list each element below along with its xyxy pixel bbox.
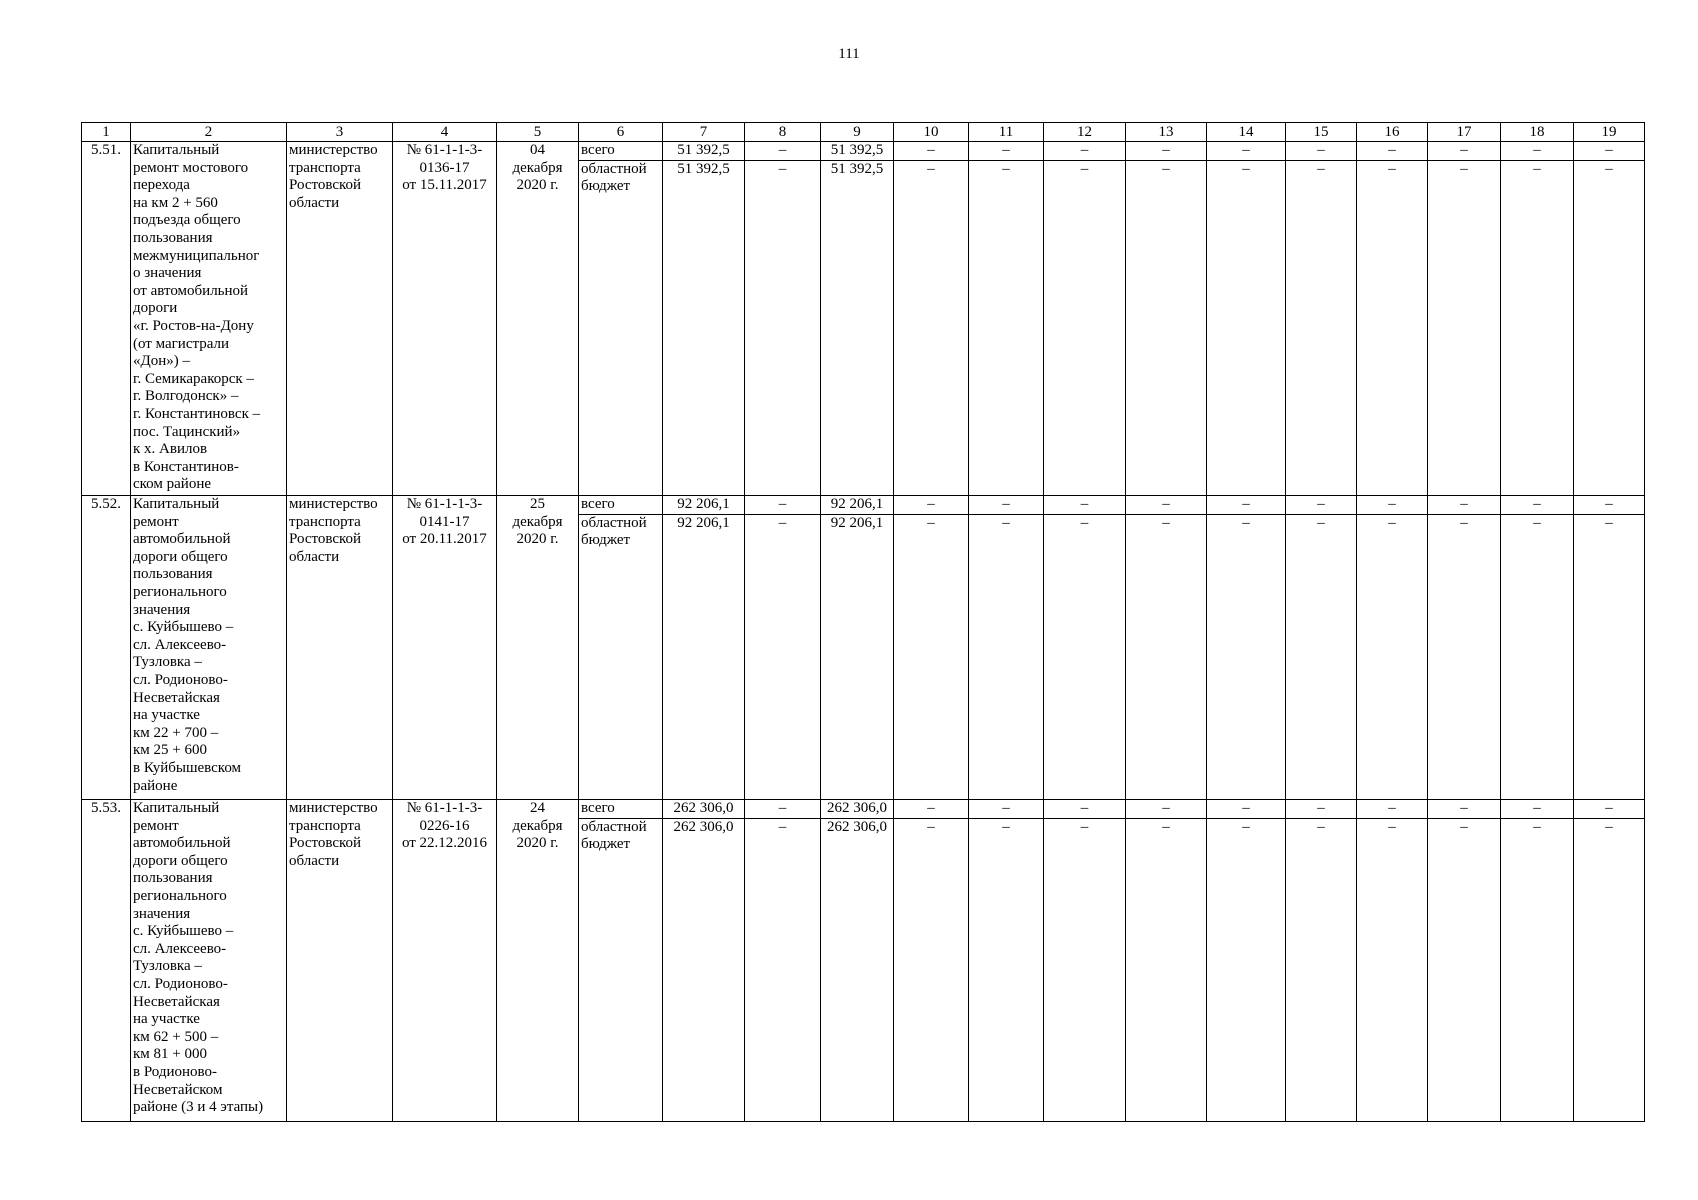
- table-row: [82, 800, 1645, 1122]
- col8-total: –: [778, 800, 787, 816]
- col-header-15: 15: [1286, 123, 1357, 142]
- customer: министерство транспорта Ростовской области: [287, 800, 393, 1122]
- col10-value: [894, 142, 969, 496]
- col16-value: [1357, 496, 1428, 800]
- dash: –: [1317, 496, 1325, 512]
- dash: –: [1044, 514, 1125, 533]
- col9-budget: 262 306,0: [821, 818, 893, 837]
- dash: –: [1574, 160, 1644, 179]
- dash: –: [1533, 800, 1541, 816]
- col11-value: [969, 496, 1044, 800]
- col19-value: [1574, 142, 1645, 496]
- col-header-6: 6: [579, 123, 663, 142]
- row-number: 5.53.: [82, 800, 131, 1122]
- dash: –: [1605, 496, 1613, 512]
- col-header-8: 8: [745, 123, 821, 142]
- dash: –: [1317, 800, 1325, 816]
- dash: –: [1317, 142, 1325, 158]
- dash: –: [1357, 514, 1427, 533]
- dash: –: [1460, 496, 1468, 512]
- dash: –: [1080, 142, 1089, 158]
- dash: –: [1574, 818, 1644, 837]
- dash: –: [1002, 800, 1010, 816]
- col7-total: 262 306,0: [673, 800, 734, 816]
- col7-total: 51 392,5: [677, 142, 730, 158]
- source-total: всего: [581, 800, 615, 816]
- dash: –: [1002, 496, 1010, 512]
- col7-value: [663, 142, 745, 496]
- dash: –: [1126, 160, 1206, 179]
- dash: –: [969, 160, 1043, 179]
- col8-budget: –: [745, 160, 820, 179]
- col17-value: [1428, 800, 1501, 1122]
- col-header-16: 16: [1357, 123, 1428, 142]
- col-header-10: 10: [894, 123, 969, 142]
- funding-source: [579, 800, 663, 1122]
- col13-value: [1126, 142, 1207, 496]
- col7-budget: 51 392,5: [663, 160, 744, 179]
- dash: –: [1207, 514, 1285, 533]
- customer: министерство транспорта Ростовской области: [287, 142, 393, 496]
- source-budget: областной бюджет: [579, 160, 662, 196]
- dash: –: [1460, 142, 1468, 158]
- col18-value: [1501, 496, 1574, 800]
- dash: –: [1207, 818, 1285, 837]
- completion-date: 25 декабря 2020 г.: [497, 496, 579, 800]
- dash: –: [1242, 496, 1250, 512]
- col15-value: [1286, 496, 1357, 800]
- col14-value: [1207, 800, 1286, 1122]
- col-header-7: 7: [663, 123, 745, 142]
- source-total: всего: [581, 142, 615, 158]
- completion-date: 04 декабря 2020 г.: [497, 142, 579, 496]
- col15-value: [1286, 800, 1357, 1122]
- dash: –: [1002, 142, 1010, 158]
- dash: –: [894, 160, 968, 179]
- col7-total: 92 206,1: [677, 496, 730, 512]
- row-number: 5.51.: [82, 142, 131, 496]
- col-header-11: 11: [969, 123, 1044, 142]
- dash: –: [1428, 514, 1500, 533]
- table-row: [82, 142, 1645, 496]
- col9-total: 51 392,5: [830, 142, 884, 158]
- col17-value: [1428, 142, 1501, 496]
- col8-value: [745, 142, 821, 496]
- object-name: Капитальный ремонт мостового перехода на км 2 + 560 подъезда общего пользования межмуниципальног о значения от автомобильной дороги «г. Ростов-на-Дону (от магистрали «Дон») – г. Семикаракорск – г. Волгодонск» – г. Константиновск – пос. Тацинский» к х. Авилов в Константинов- ском районе: [131, 142, 287, 496]
- object-name: Капитальный ремонт автомобильной дороги общего пользования регионального значения с. Куйбышево – сл. Алексеево- Тузловка – сл. Родионово- Несветайская на участке км 62 + 500 – км 81 + 000 в Родионово- Несветайском районе (3 и 4 этапы): [131, 800, 287, 1122]
- col11-value: [969, 800, 1044, 1122]
- dash: –: [1162, 800, 1170, 816]
- col8-total: –: [778, 142, 787, 158]
- col-header-3: 3: [287, 123, 393, 142]
- col10-value: [894, 800, 969, 1122]
- col14-value: [1207, 496, 1286, 800]
- col9-value: [821, 142, 894, 496]
- dash: –: [894, 514, 968, 533]
- table-row: [82, 496, 1645, 800]
- dash: –: [1428, 160, 1500, 179]
- page-number: 111: [838, 46, 860, 62]
- col7-budget: 92 206,1: [663, 514, 744, 533]
- col-header-12: 12: [1044, 123, 1126, 142]
- col-header-17: 17: [1428, 123, 1501, 142]
- dash: –: [1207, 160, 1285, 179]
- dash: –: [1388, 800, 1396, 816]
- customer: министерство транспорта Ростовской области: [287, 496, 393, 800]
- dash: –: [894, 818, 968, 837]
- completion-date: 24 декабря 2020 г.: [497, 800, 579, 1122]
- dash: –: [1242, 800, 1250, 816]
- col-header-1: 1: [82, 123, 131, 142]
- expertise-doc: № 61-1-1-3- 0226-16 от 22.12.2016: [393, 800, 497, 1122]
- dash: –: [927, 496, 935, 512]
- dash: –: [1126, 514, 1206, 533]
- col14-value: [1207, 142, 1286, 496]
- dash: –: [1428, 818, 1500, 837]
- col-header-9: 9: [821, 123, 894, 142]
- row-number: 5.52.: [82, 496, 131, 800]
- funding-source: [579, 142, 663, 496]
- col12-value: [1044, 496, 1126, 800]
- col8-value: [745, 496, 821, 800]
- col13-value: [1126, 496, 1207, 800]
- dash: –: [1533, 496, 1541, 512]
- col9-total: 262 306,0: [827, 800, 887, 816]
- funding-source: [579, 496, 663, 800]
- col9-budget: 51 392,5: [821, 160, 893, 179]
- col9-value: [821, 800, 894, 1122]
- dash: –: [1388, 142, 1396, 158]
- dash: –: [1460, 800, 1468, 816]
- dash: –: [1605, 800, 1613, 816]
- source-budget: областной бюджет: [579, 818, 662, 854]
- dash: –: [1162, 496, 1170, 512]
- col8-total: –: [778, 496, 787, 512]
- dash: –: [927, 800, 935, 816]
- dash: –: [1357, 160, 1427, 179]
- col9-budget: 92 206,1: [821, 514, 893, 533]
- col7-value: [663, 496, 745, 800]
- col-header-2: 2: [131, 123, 287, 142]
- col10-value: [894, 496, 969, 800]
- col9-total: 92 206,1: [830, 496, 884, 512]
- col18-value: [1501, 800, 1574, 1122]
- dash: –: [1574, 514, 1644, 533]
- col13-value: [1126, 800, 1207, 1122]
- col12-value: [1044, 800, 1126, 1122]
- col9-value: [821, 496, 894, 800]
- dash: –: [1501, 514, 1573, 533]
- dash: –: [1357, 818, 1427, 837]
- col-header-14: 14: [1207, 123, 1286, 142]
- dash: –: [969, 514, 1043, 533]
- col-header-19: 19: [1574, 123, 1645, 142]
- dash: –: [1080, 800, 1089, 816]
- dash: –: [1286, 818, 1356, 837]
- dash: –: [1044, 818, 1125, 837]
- dash: –: [1080, 496, 1089, 512]
- col19-value: [1574, 800, 1645, 1122]
- col8-budget: –: [745, 818, 820, 837]
- col-header-5: 5: [497, 123, 579, 142]
- dash: –: [1044, 160, 1125, 179]
- col-header-18: 18: [1501, 123, 1574, 142]
- dash: –: [1286, 514, 1356, 533]
- col12-value: [1044, 142, 1126, 496]
- col8-budget: –: [745, 514, 820, 533]
- dash: –: [1286, 160, 1356, 179]
- dash: –: [927, 142, 935, 158]
- col16-value: [1357, 800, 1428, 1122]
- col7-budget: 262 306,0: [663, 818, 744, 837]
- source-budget: областной бюджет: [579, 514, 662, 550]
- col7-value: [663, 800, 745, 1122]
- investment-table: [81, 122, 1645, 1122]
- dash: –: [1242, 142, 1250, 158]
- col18-value: [1501, 142, 1574, 496]
- dash: –: [1388, 496, 1396, 512]
- col-header-13: 13: [1126, 123, 1207, 142]
- dash: –: [969, 818, 1043, 837]
- col11-value: [969, 142, 1044, 496]
- dash: –: [1533, 142, 1541, 158]
- col16-value: [1357, 142, 1428, 496]
- col17-value: [1428, 496, 1501, 800]
- dash: –: [1605, 142, 1613, 158]
- expertise-doc: № 61-1-1-3- 0136-17 от 15.11.2017: [393, 142, 497, 496]
- col-header-4: 4: [393, 123, 497, 142]
- dash: –: [1126, 818, 1206, 837]
- dash: –: [1501, 818, 1573, 837]
- expertise-doc: № 61-1-1-3- 0141-17 от 20.11.2017: [393, 496, 497, 800]
- source-total: всего: [581, 496, 615, 512]
- header-row: [82, 123, 1645, 142]
- col8-value: [745, 800, 821, 1122]
- col15-value: [1286, 142, 1357, 496]
- dash: –: [1162, 142, 1170, 158]
- object-name: Капитальный ремонт автомобильной дороги общего пользования регионального значения с. Куйбышево – сл. Алексеево- Тузловка – сл. Родионово- Несветайская на участке км 22 + 700 – км 25 + 600 в Куйбышевском районе: [131, 496, 287, 800]
- col19-value: [1574, 496, 1645, 800]
- dash: –: [1501, 160, 1573, 179]
